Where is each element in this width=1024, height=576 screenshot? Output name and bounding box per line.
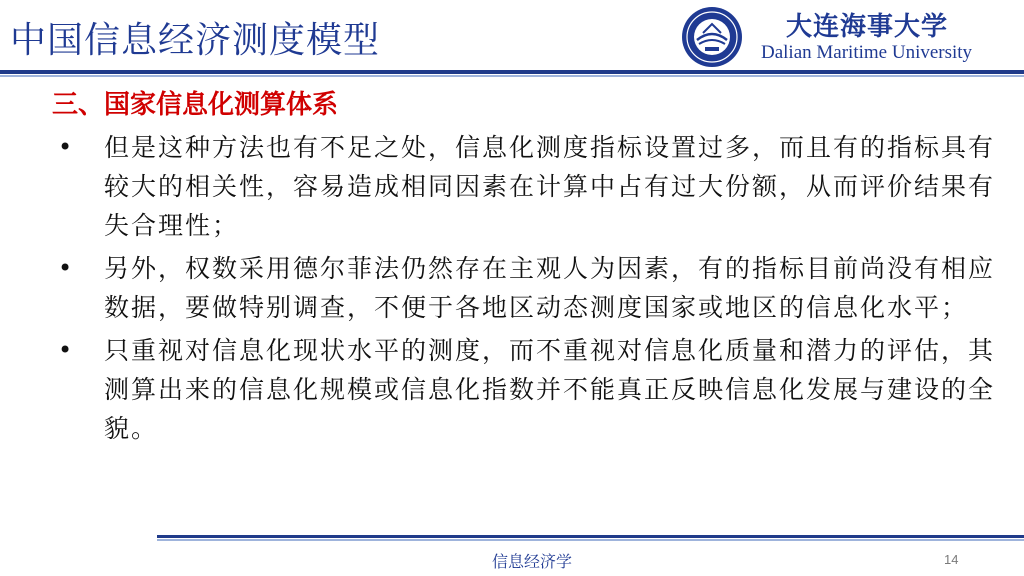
footer-course-title: 信息经济学: [492, 552, 573, 571]
footer-divider-accent: [157, 539, 1024, 541]
bullet-item: [40, 249, 1000, 327]
university-name-cn: 大连海事大学: [786, 12, 949, 42]
bullet-marker: •: [58, 254, 75, 282]
bullet-list: [40, 128, 1000, 452]
bullet-text: 另外，权数采用德尔菲法仍然存在主观人为因素，有的指标目前尚没有相应数据，要做特别调查，不便于各地区动态测度国家或地区的信息化水平；: [104, 254, 996, 322]
bullet-marker: •: [58, 336, 75, 364]
bullet-text: 但是这种方法也有不足之处，信息化测度指标设置过多，而且有的指标具有较大的相关性，容易造成相同因素在计算中占有过大份额，从而评价结果有失合理性；: [104, 133, 996, 240]
bullet-marker: •: [58, 133, 75, 161]
footer-divider: [157, 535, 1024, 538]
header-divider: [0, 70, 1024, 74]
bullet-text: 只重视对信息化现状水平的测度，而不重视对信息化质量和潜力的评估，其测算出来的信息化规模或信息化指数并不能真正反映信息化发展与建设的全貌。: [104, 336, 996, 443]
bullet-item: [40, 128, 1000, 245]
slide-title: 中国信息经济测度模型: [10, 20, 381, 61]
header-divider-accent: [0, 75, 1024, 77]
bullet-item: [40, 331, 1000, 448]
section-heading: 三、国家信息化测算体系: [52, 90, 339, 120]
page-number: 14: [944, 552, 959, 567]
university-name-en: Dalian Maritime University: [761, 42, 973, 63]
university-seal-icon: [681, 6, 743, 68]
